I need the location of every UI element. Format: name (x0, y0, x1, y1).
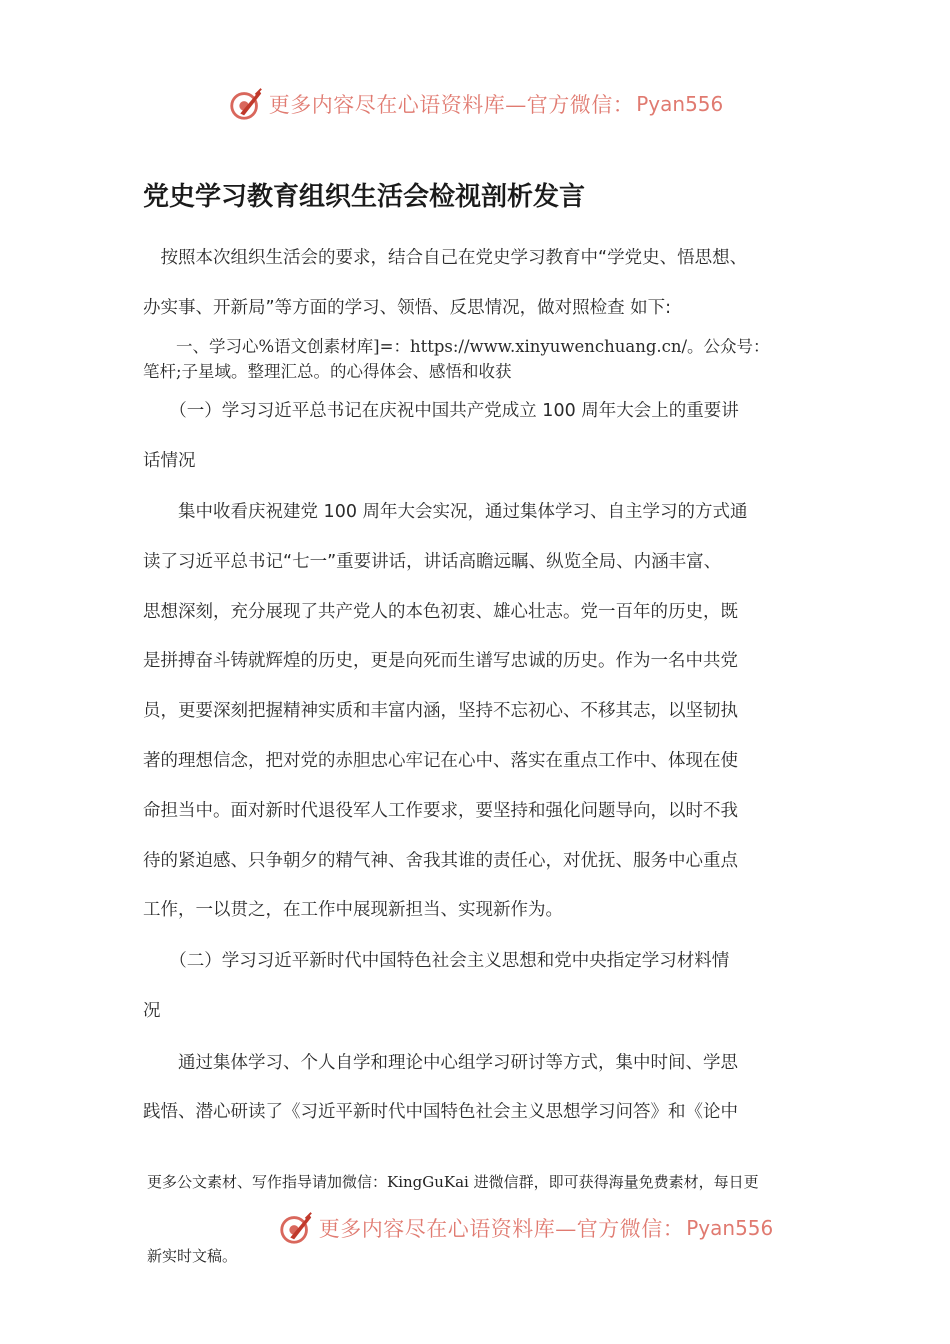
banner-text: 更多内容尽在心语资料库—官方微信： (268, 93, 635, 117)
quill-logo-icon (227, 85, 265, 123)
sub2-body-line: 践悟、潜心研读了《习近平新时代中国特色社会主义思想学习问答》和《论中 (143, 1102, 738, 1122)
sub1-heading-line-2: 话情况 (143, 451, 196, 471)
sub2-body-line: 通过集体学习、个人自学和理论中心组学习研讨等方式，集中时间、学思 (143, 1053, 738, 1073)
document-title: 党史学习教育组织生活会检视剖析发言 (143, 182, 586, 212)
footer-line-2: 新实时文稿。 (147, 1247, 238, 1265)
banner-wechat-id: Pyan556 (636, 92, 724, 116)
footer-line-1: 更多公文素材、写作指导请加微信：KingGuKai 进微信群，即可获得海量免费素材，每日更 (147, 1173, 759, 1191)
banner-text: 更多内容尽在心语资料库—官方微信： (318, 1217, 685, 1241)
sub1-body-line: 命担当中。面对新时代退役军人工作要求，要坚持和强化问题导向，以时不我 (143, 801, 738, 821)
banner-wechat-id: Pyan556 (686, 1216, 774, 1240)
sub1-body-line: 读了习近平总书记“七一”重要讲话，讲话高瞻远瞩、纵览全局、内涵丰富、 (143, 552, 722, 572)
top-watermark-banner (0, 82, 950, 126)
sub1-heading-line-1: （一）学习习近平总书记在庆祝中国共产党成立 100 周年大会上的重要讲 (143, 401, 739, 421)
sub1-body-line: 思想深刻，充分展现了共产党人的本色初衷、雄心壮志。党一百年的历史，既 (143, 602, 738, 622)
quill-logo-icon (277, 1209, 315, 1247)
sub1-body-line: 著的理想信念，把对党的赤胆忠心牢记在心中、落实在重点工作中、体现在使 (143, 751, 738, 771)
section1-line-2: 笔杆;子星域。整理汇总。的心得体会、感悟和收获 (143, 362, 512, 381)
sub1-body-line: 员，更要深刻把握精神实质和丰富内涵，坚持不忘初心、不移其志，以坚韧执 (143, 701, 738, 721)
sub2-heading-line-1: （二）学习习近平新时代中国特色社会主义思想和党中央指定学习材料情 (143, 951, 730, 971)
sub2-heading-line-2: 况 (143, 1001, 161, 1021)
section1-line-1: 一、学习心%语文创素材库]=：https://www.xinyuwenchuang.cn/。公众号： (143, 337, 770, 356)
intro-line-1: 按照本次组织生活会的要求，结合自己在党史学习教育中“学党史、悟思想、 (143, 248, 748, 268)
sub1-body-line: 是拼搏奋斗铸就辉煌的历史，更是向死而生谱写忠诚的历史。作为一名中共党 (143, 651, 738, 671)
sub1-body-line: 工作，一以贯之，在工作中展现新担当、实现新作为。 (143, 900, 563, 920)
intro-line-2: 办实事、开新局”等方面的学习、领悟、反思情况，做对照检查 如下: (143, 298, 672, 318)
sub1-body-line: 集中收看庆祝建党 100 周年大会实况，通过集体学习、自主学习的方式通 (143, 502, 748, 522)
sub1-body-line: 待的紧迫感、只争朝夕的精气神、舍我其谁的责任心，对优抚、服务中心重点 (143, 851, 738, 871)
bottom-watermark-banner (0, 1206, 950, 1250)
